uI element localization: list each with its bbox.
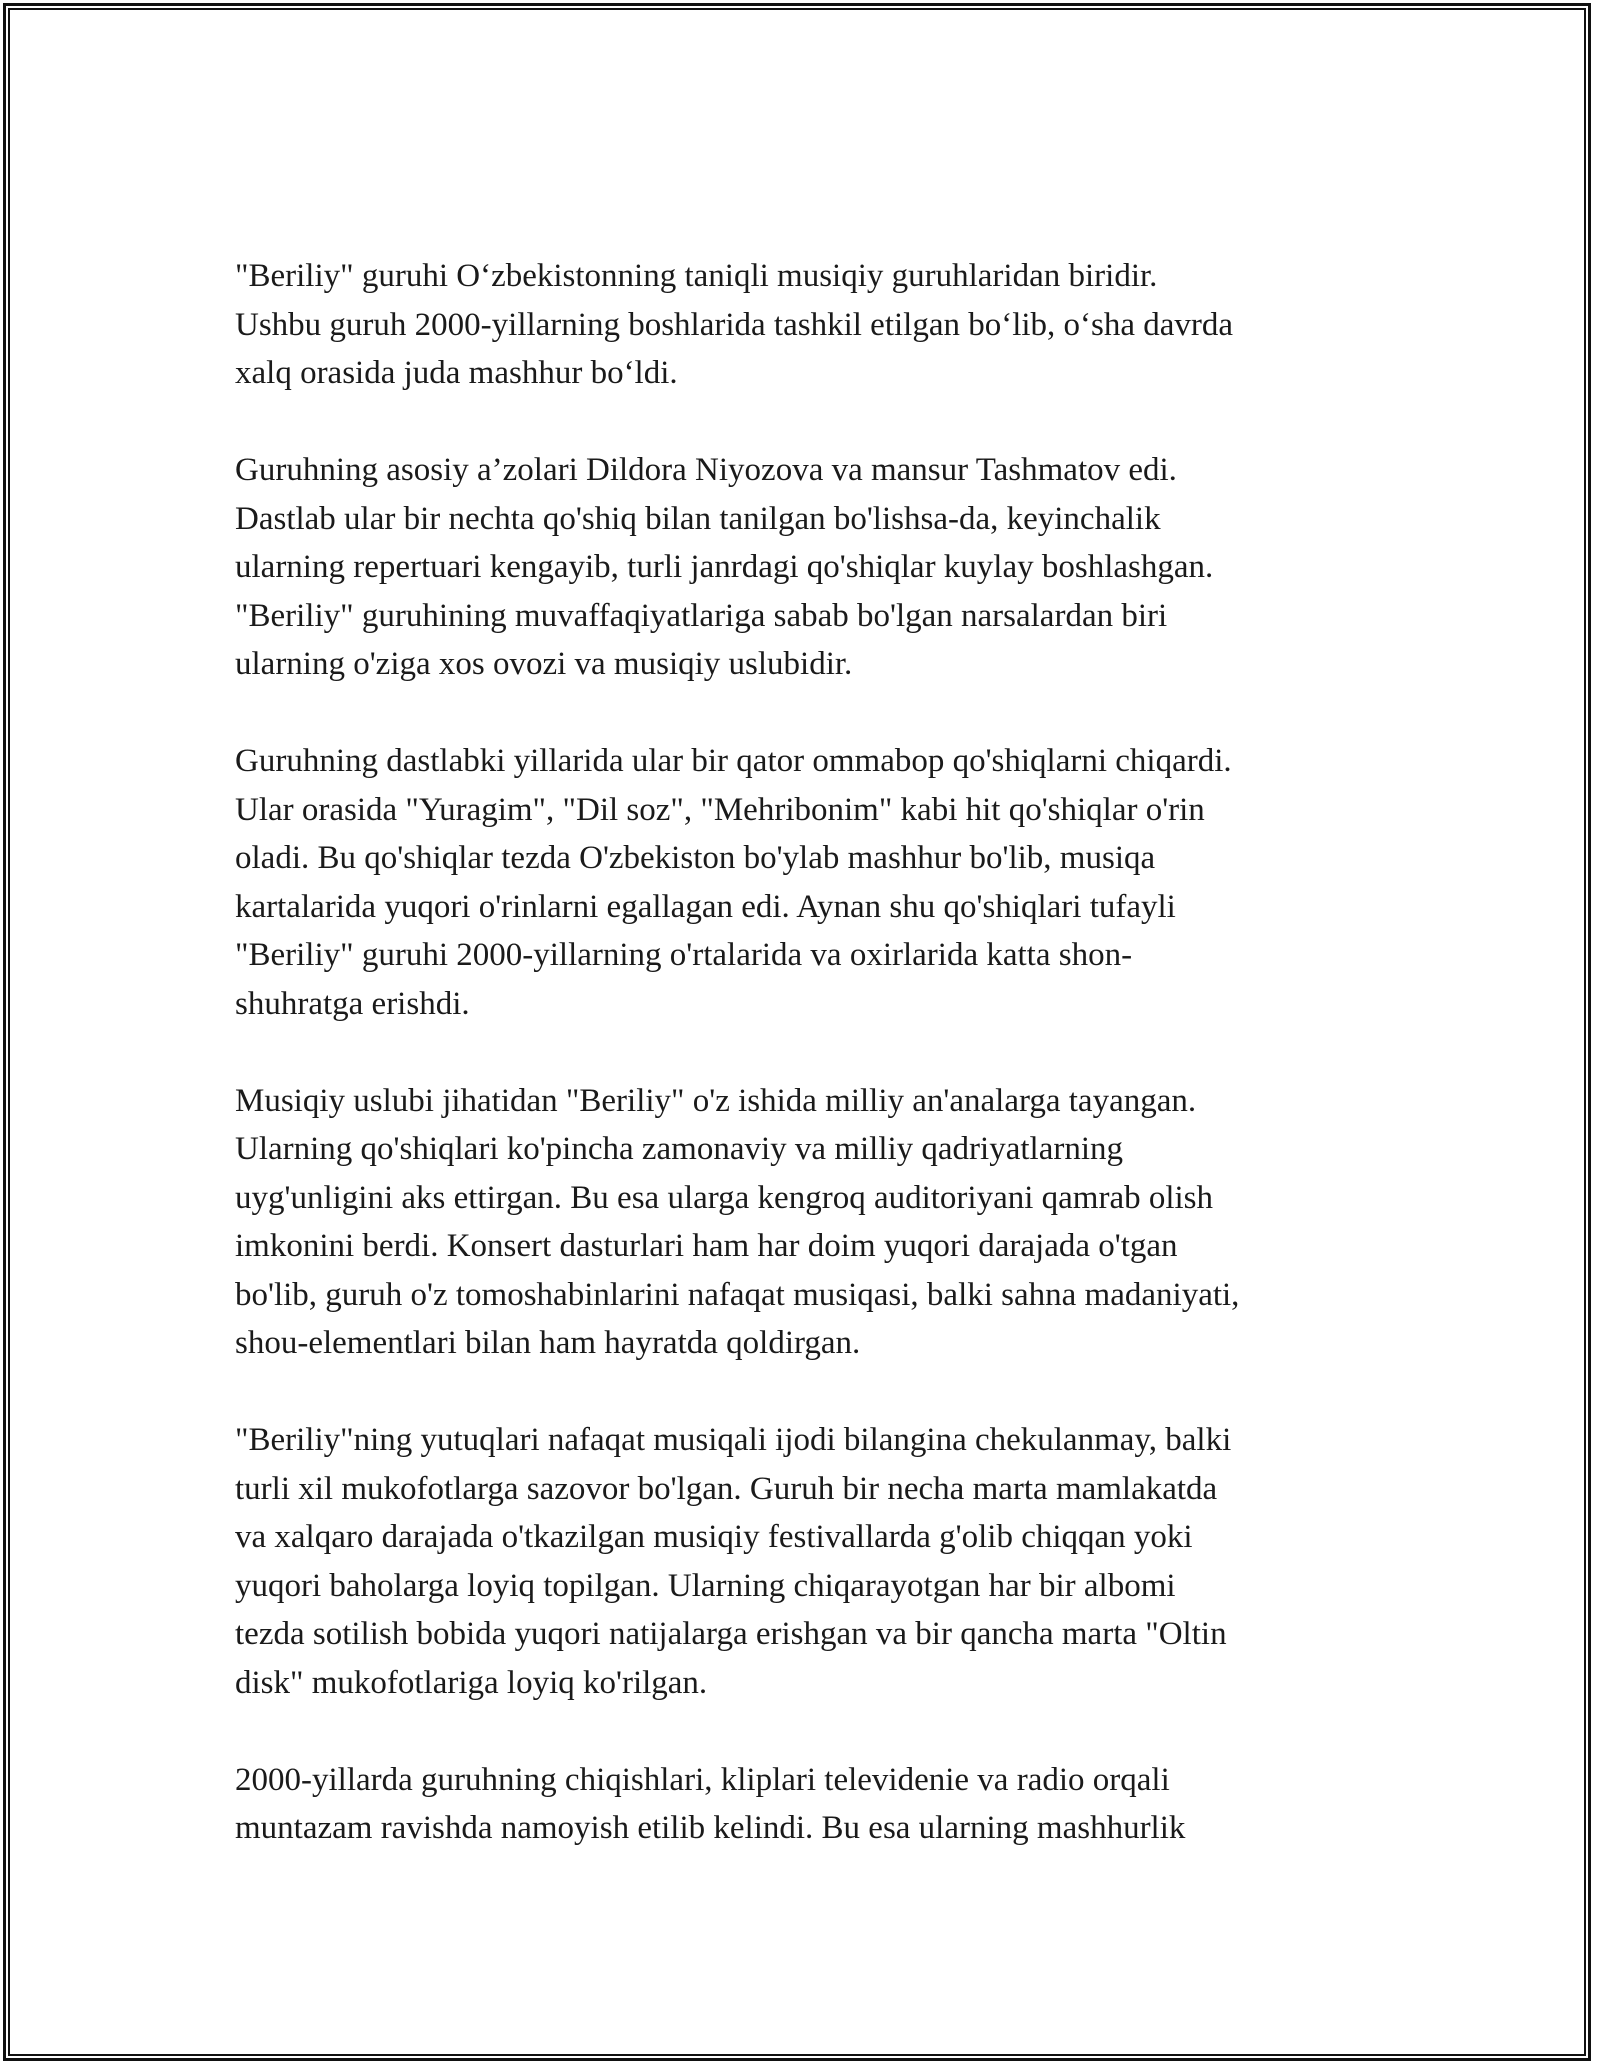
paragraph-6 [235, 1756, 1365, 1853]
paragraph-1 [235, 252, 1365, 398]
text-line: shuhratga erishdi. [235, 985, 470, 1022]
text-line: ularning repertuari kengayib, turli janrdagi qo'shiqlar kuylay boshlashgan. [235, 549, 1214, 585]
paragraph-4 [235, 1077, 1365, 1368]
text-line: yuqori baholarga loyiq topilgan. Ularning chiqarayotgan har bir albomi [235, 1567, 1176, 1604]
text-line: imkonini berdi. Konsert dasturlari ham har doim yuqori darajada o'tgan [235, 1228, 1178, 1264]
text-line: turli xil mukofotlarga sazovor bo'lgan. Guruh bir necha marta mamlakatda [235, 1470, 1218, 1507]
text-line: Guruhning asosiy a’zolari Dildora Niyozova va mansur Tashmatov edi. [235, 452, 1177, 488]
text-line: Ular orasida "Yuragim", "Dil soz", "Mehribonim" kabi hit qo'shiqlar o'rin [235, 791, 1205, 828]
text-line: "Beriliy" guruhi O‘zbekistonning taniqli musiqiy guruhlaridan biridir. [235, 258, 1158, 294]
paragraph-2 [235, 446, 1365, 689]
text-line: Musiqiy uslubi jihatidan "Beriliy" o'z ishida milliy an'analarga tayangan. [235, 1082, 1197, 1119]
text-line: bo'lib, guruh o'z tomoshabinlarini nafaqat musiqasi, balki sahna madaniyati, [235, 1276, 1240, 1313]
paragraph-3 [235, 737, 1365, 1028]
text-line: kartalarida yuqori o'rinlarni egallagan edi. Aynan shu qo'shiqlari tufayli [235, 888, 1176, 925]
text-line: xalq orasida juda mashhur bo‘ldi. [235, 355, 678, 391]
text-line: muntazam ravishda namoyish etilib kelindi. Bu esa ularning mashhurlik [235, 1810, 1186, 1846]
text-line: oladi. Bu qo'shiqlar tezda O'zbekiston bo'ylab mashhur bo'lib, musiqa [235, 840, 1156, 876]
text-line: va xalqaro darajada o'tkazilgan musiqiy festivallarda g'olib chiqqan yoki [235, 1519, 1193, 1555]
text-line: Ularning qo'shiqlari ko'pincha zamonaviy va milliy qadriyatlarning [235, 1131, 1124, 1167]
text-line: Ushbu guruh 2000-yillarning boshlarida tashkil etilgan bo‘lib, o‘sha davrda [235, 306, 1234, 343]
text-line: 2000-yillarda guruhning chiqishlari, kliplari televidenie va radio orqali [235, 1761, 1170, 1798]
text-line: ularning o'ziga xos ovozi va musiqiy uslubidir. [235, 646, 853, 682]
text-line: Dastlab ular bir nechta qo'shiq bilan tanilgan bo'lishsa-da, keyinchalik [235, 500, 1161, 537]
text-line: "Beriliy" guruhining muvaffaqiyatlariga sabab bo'lgan narsalardan biri [235, 597, 1168, 634]
text-line: "Beriliy"ning yutuqlari nafaqat musiqali ijodi bilangina chekulanmay, balki [235, 1422, 1232, 1458]
text-line: uyg'unligini aks ettirgan. Bu esa ularga kengroq auditoriyani qamrab olish [235, 1179, 1214, 1216]
text-line: "Beriliy" guruhi 2000-yillarning o'rtalarida va oxirlarida katta shon- [235, 937, 1133, 973]
document-body [235, 252, 1365, 1901]
paragraph-5 [235, 1416, 1365, 1707]
text-line: disk" mukofotlariga loyiq ko'rilgan. [235, 1664, 708, 1701]
text-line: Guruhning dastlabki yillarida ular bir qator ommabop qo'shiqlarni chiqardi. [235, 743, 1232, 779]
text-line: shou-elementlari bilan ham hayratda qoldirgan. [235, 1325, 861, 1361]
text-line: tezda sotilish bobida yuqori natijalarga erishgan va bir qancha marta "Oltin [235, 1616, 1227, 1652]
